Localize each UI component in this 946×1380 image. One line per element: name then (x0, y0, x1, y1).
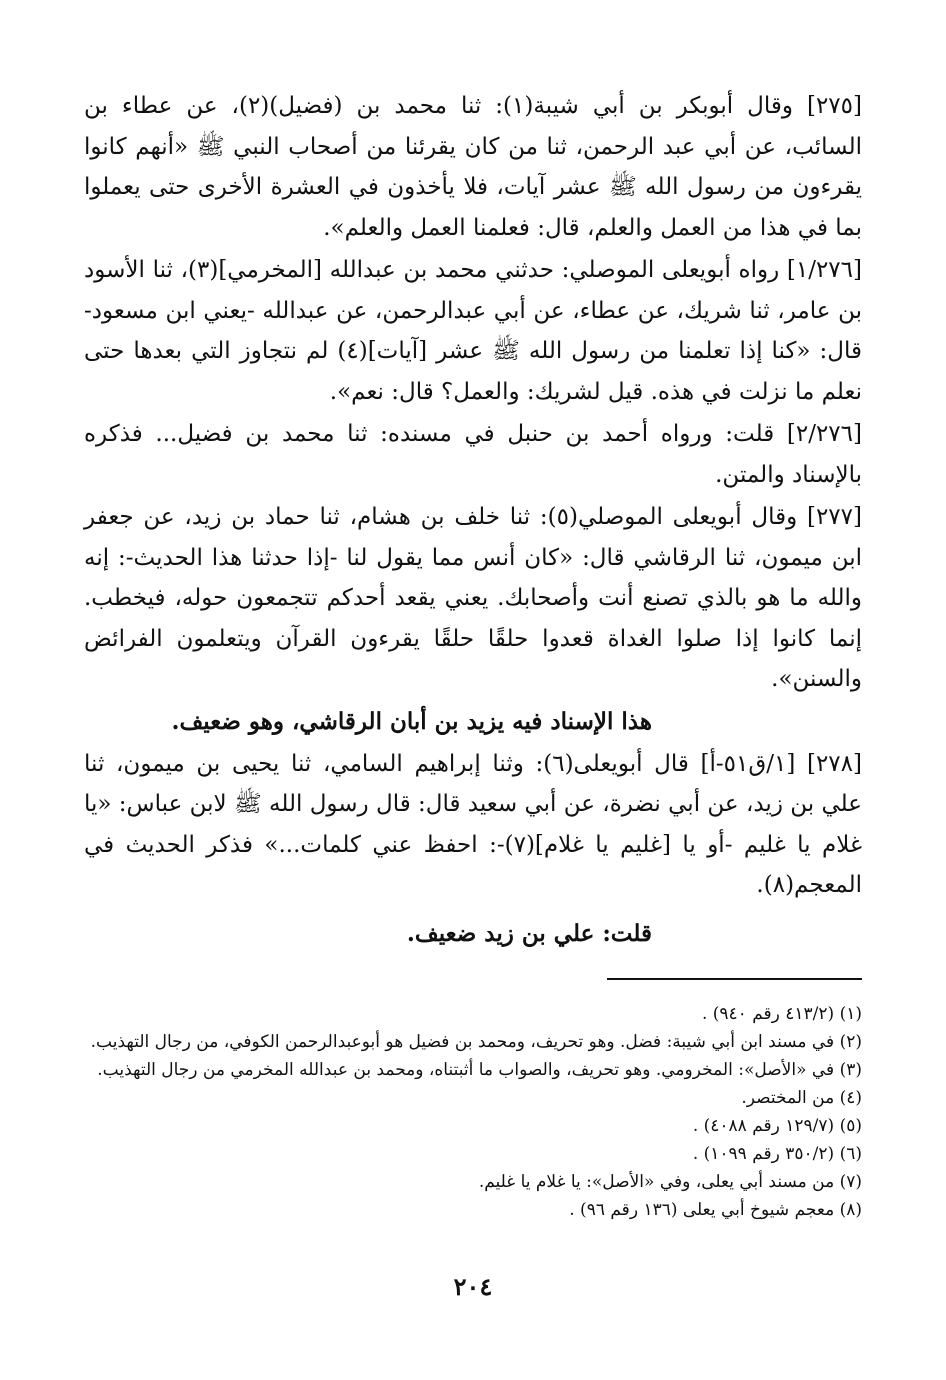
hadith-275: [٢٧٥] وقال أبوبكر بن أبي شيبة(١): ثنا محمد بن (فضيل)(٢)، عن عطاء بن السائب، عن أبي عبد الرحمن، ثنا من كان يقرئنا من أصحاب النبي ﷺ «أنهم كانوا يقرءون من رسول الله ﷺ عشر آيات، فلا يأخذون في العشرة الأخرى حتى يعملوا بما في هذا من العمل والعلم، قال: فعلمنا العمل والعلم». (84, 93, 862, 241)
footnote-3: (٣) في «الأصل»: المخرومي. وهو تحريف، والصواب ما أثبتناه، ومحمد بن عبدالله المخرمي من رجال التهذيب. (97, 1059, 862, 1080)
hadith-276-2: [٢/٢٧٦] قلت: ورواه أحمد بن حنبل في مسنده: ثنا محمد بن فضيل... فذكره بالإسناد والمتن. (84, 421, 862, 488)
hadith-278: [٢٧٨] [١/ق٥١-أ] قال أبويعلى(٦): وثنا إبراهيم السامي، ثنا يحيى بن ميمون، ثنا علي بن زيد، عن أبي نضرة، عن أبي سعيد قال: قال رسول الله ﷺ لابن عباس: «يا غلام يا غليم -أو يا [غليم يا غلام](٧)-: احفظ عني كلمات...» فذكر الحديث في المعجم(٨). (84, 750, 862, 898)
hadith-277: [٢٧٧] وقال أبويعلى الموصلي(٥): ثنا خلف بن هشام، ثنا حماد بن زيد، عن جعفر ابن ميمون، ثنا الرقاشي قال: «كان أنس مما يقول لنا -إذا حدثنا هذا الحديث-: إنه والله ما هو بالذي تصنع أنت وأصحابك. يعني يقعد أحدكم تتجمعون حوله، فيخطب. إنما كانوا إذا صلوا الغداة قعدوا حلقًا حلقًا يقرءون القرآن ويتعلمون الفرائض والسنن». (84, 504, 862, 692)
footnote-1: (١) (٤١٣/٢ رقم ٩٤٠) . (701, 1003, 862, 1024)
hadith-276-1: [١/٢٧٦] رواه أبويعلى الموصلي: حدثني محمد بن عبدالله [المخرمي](٣)، ثنا الأسود بن عامر، ثنا شريك، عن عطاء، عن أبي عبدالرحمن، عن عبدالله -يعني ابن مسعود- قال: «كنا إذا تعلمنا من رسول الله ﷺ عشر [آيات](٤) لم نتجاوز التي بعدها حتى نعلم ما نزلت في هذه. قيل لشريك: والعمل؟ قال: نعم». (84, 257, 862, 405)
footnotes (84, 1000, 862, 1224)
verdict-278: قلت: علي بن زيد ضعيف. (406, 919, 652, 947)
verdict-277: هذا الإسناد فيه يزيد بن أبان الرقاشي، وهو ضعيف. (171, 707, 652, 735)
page-number: ٢٠٤ (453, 1272, 493, 1301)
footnote-4: (٤) من المختصر. (741, 1087, 862, 1108)
footnote-divider (607, 978, 862, 980)
footnote-6: (٦) (٣٥٠/٢ رقم ١٠٩٩) . (692, 1143, 862, 1164)
footnote-8: (٨) معجم شيوخ أبي يعلى (١٣٦ رقم ٩٦) . (569, 1199, 862, 1220)
footnote-2: (٢) في مسند ابن أبي شيبة: فضل. وهو تحريف، ومحمد بن فضيل هو أبوعبدالرحمن الكوفي، من رجال التهذيب. (90, 1031, 862, 1052)
footnote-5: (٥) (١٢٩/٧ رقم ٤٠٨٨) . (692, 1115, 862, 1136)
footnote-7: (٧) من مسند أبي يعلى، وفي «الأصل»: يا غلام يا غليم. (478, 1171, 862, 1192)
main-text (84, 86, 862, 956)
